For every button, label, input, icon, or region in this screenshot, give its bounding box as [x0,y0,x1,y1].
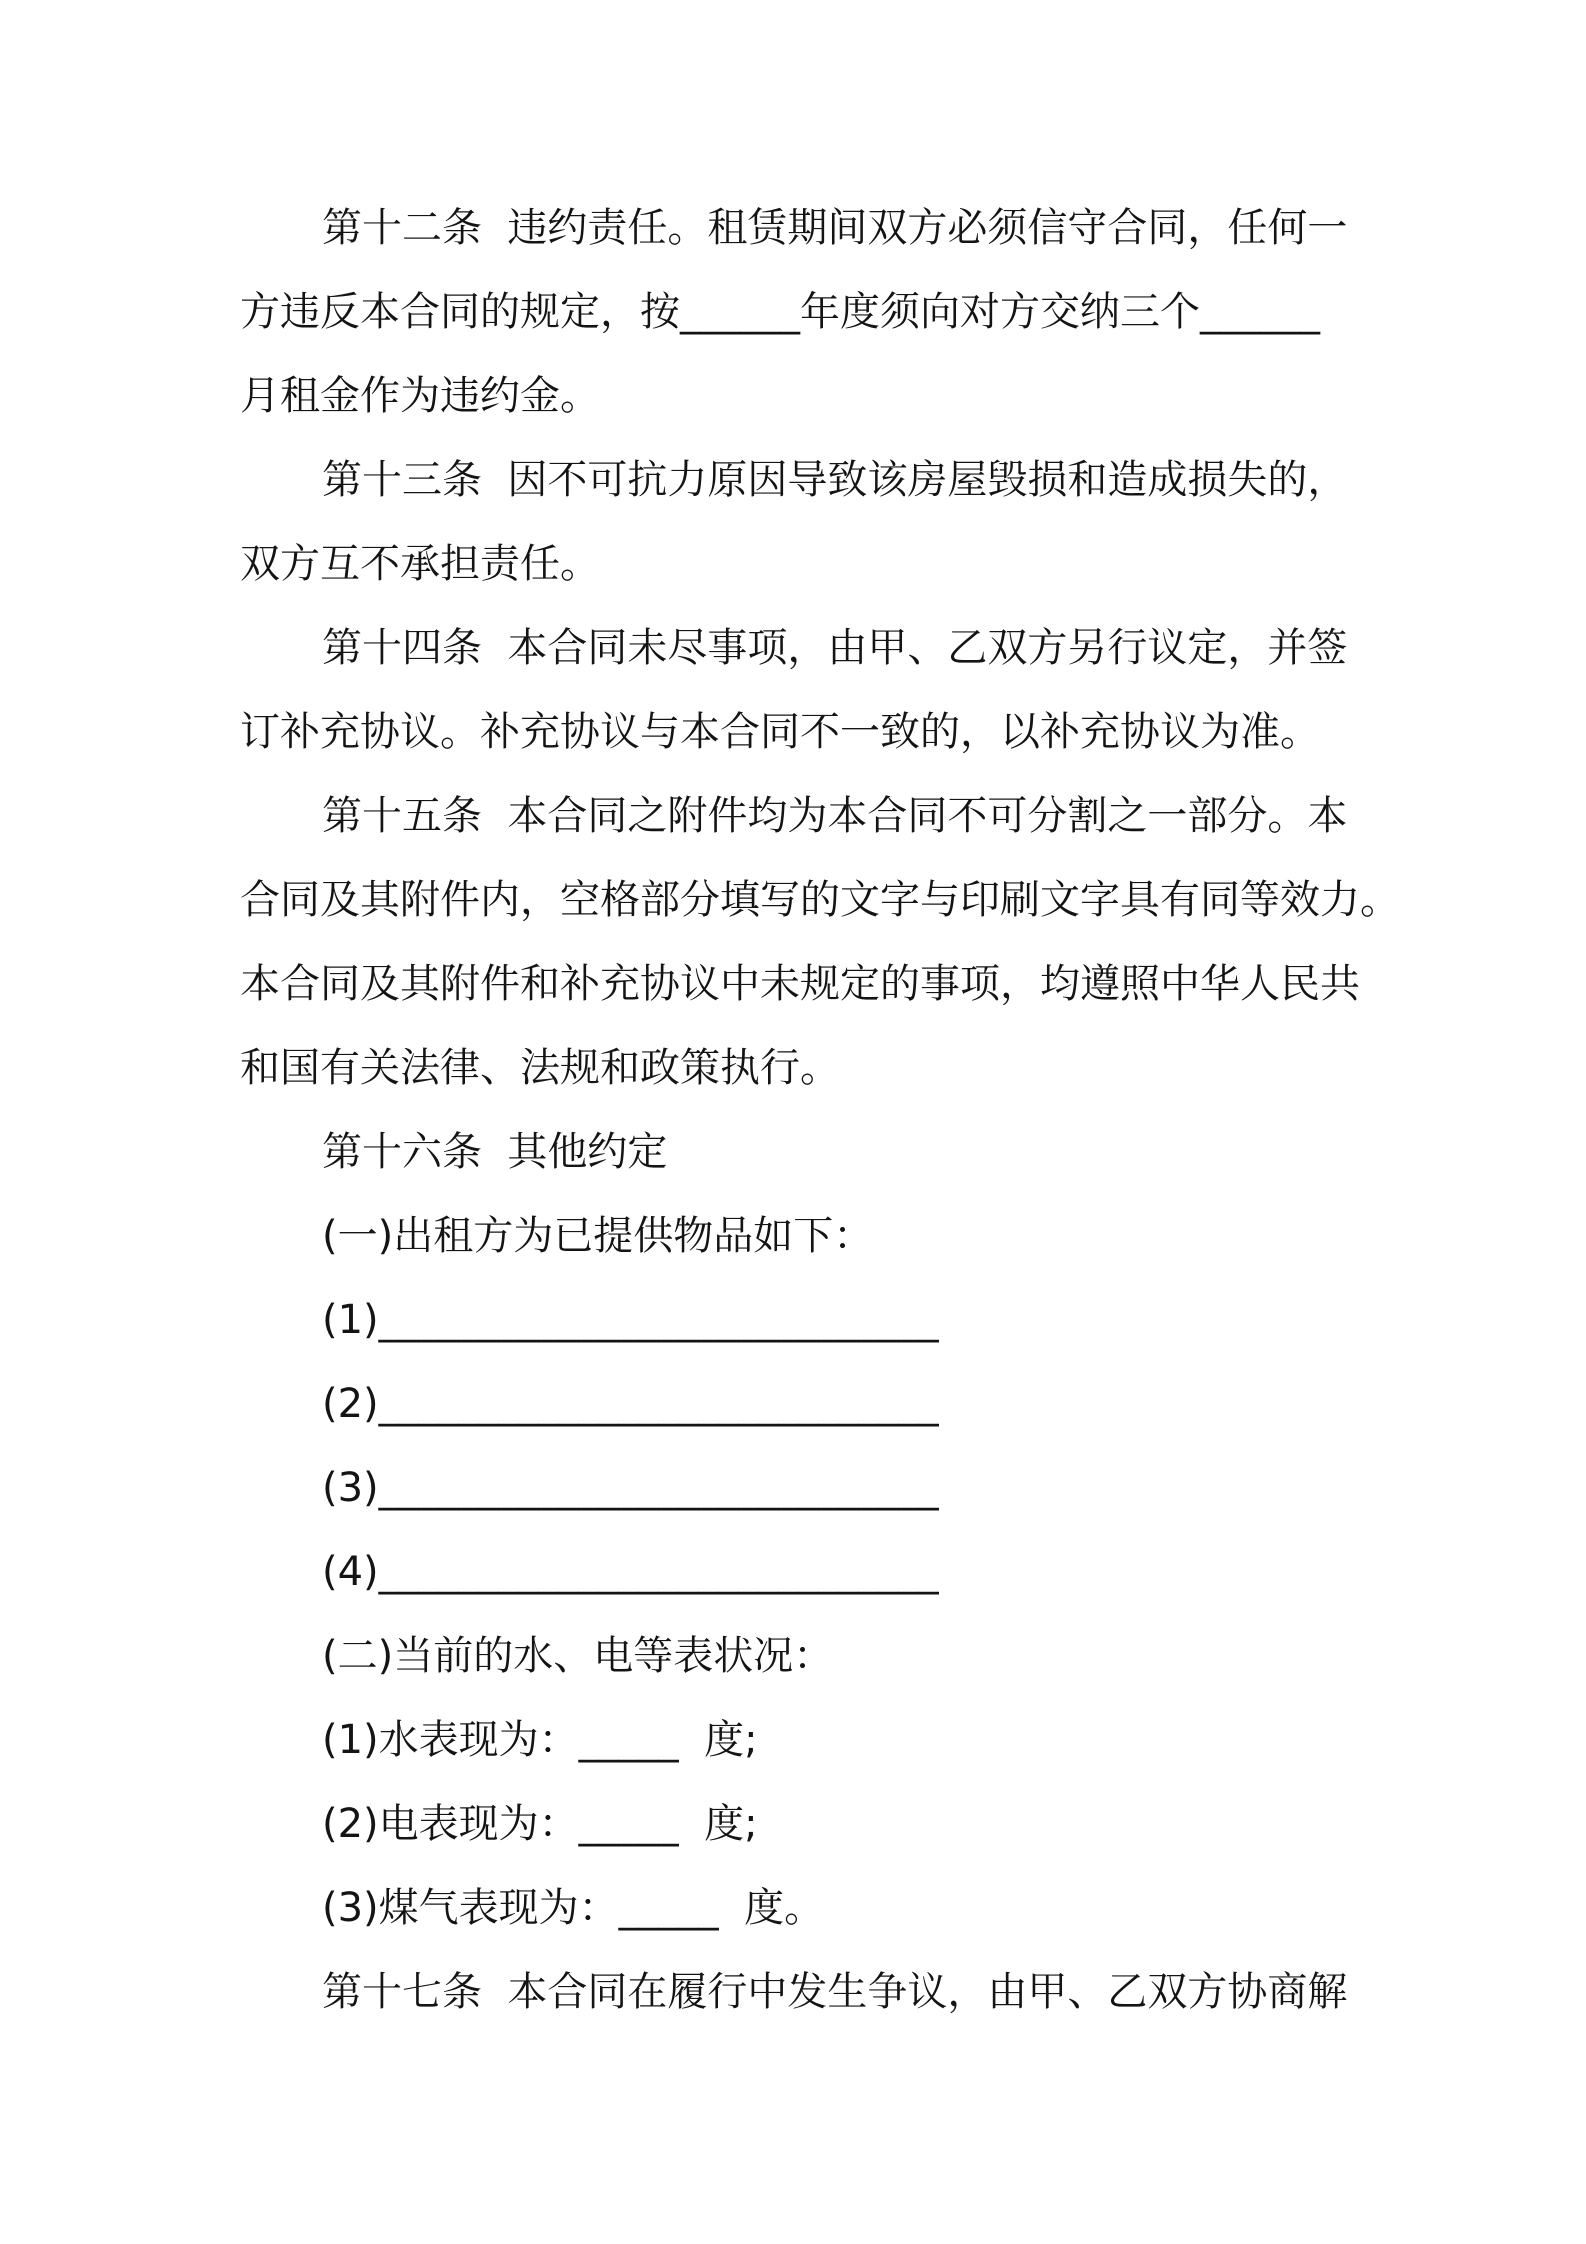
provided-item-2-blank: (2)____________________________ [322,1381,939,1427]
article-13-line-2: 双方互不承担责任。 [240,541,600,587]
article-14-line-2: 订补充协议。补充协议与本合同不一致的，以补充协议为准。 [240,709,1320,755]
article-17-line-1: 第十七条 本合同在履行中发生争议，由甲、乙双方协商解 [322,1969,1348,2015]
article-15-line-3: 本合同及其附件和补充协议中未规定的事项，均遵照中华人民共 [240,961,1360,1007]
provided-item-4-blank: (4)____________________________ [322,1549,939,1595]
article-12-line-2: 方违反本合同的规定，按______年度须向对方交纳三个______ [240,289,1320,335]
water-meter-reading: (1)水表现为：_____ 度; [322,1717,758,1763]
article-15-line-1: 第十五条 本合同之附件均为本合同不可分割之一部分。本 [322,793,1348,839]
provided-item-3-blank: (3)____________________________ [322,1465,939,1511]
article-16-heading: 第十六条 其他约定 [322,1129,668,1175]
article-15-line-2: 合同及其附件内，空格部分填写的文字与印刷文字具有同等效力。 [240,877,1400,923]
article-16-section-1: (一)出租方为已提供物品如下： [322,1213,874,1259]
article-14-line-1: 第十四条 本合同未尽事项，由甲、乙双方另行议定，并签 [322,625,1348,671]
article-13-line-1: 第十三条 因不可抗力原因导致该房屋毁损和造成损失的， [322,457,1348,503]
provided-item-1-blank: (1)____________________________ [322,1297,939,1343]
electric-meter-reading: (2)电表现为：_____ 度; [322,1801,758,1847]
article-16-section-2: (二)当前的水、电等表状况： [322,1633,834,1679]
article-12-line-1: 第十二条 违约责任。租赁期间双方必须信守合同，任何一 [322,205,1348,251]
article-12-line-3: 月租金作为违约金。 [240,373,600,419]
article-15-line-4: 和国有关法律、法规和政策执行。 [240,1045,840,1091]
gas-meter-reading: (3)煤气表现为：_____ 度。 [322,1885,825,1931]
